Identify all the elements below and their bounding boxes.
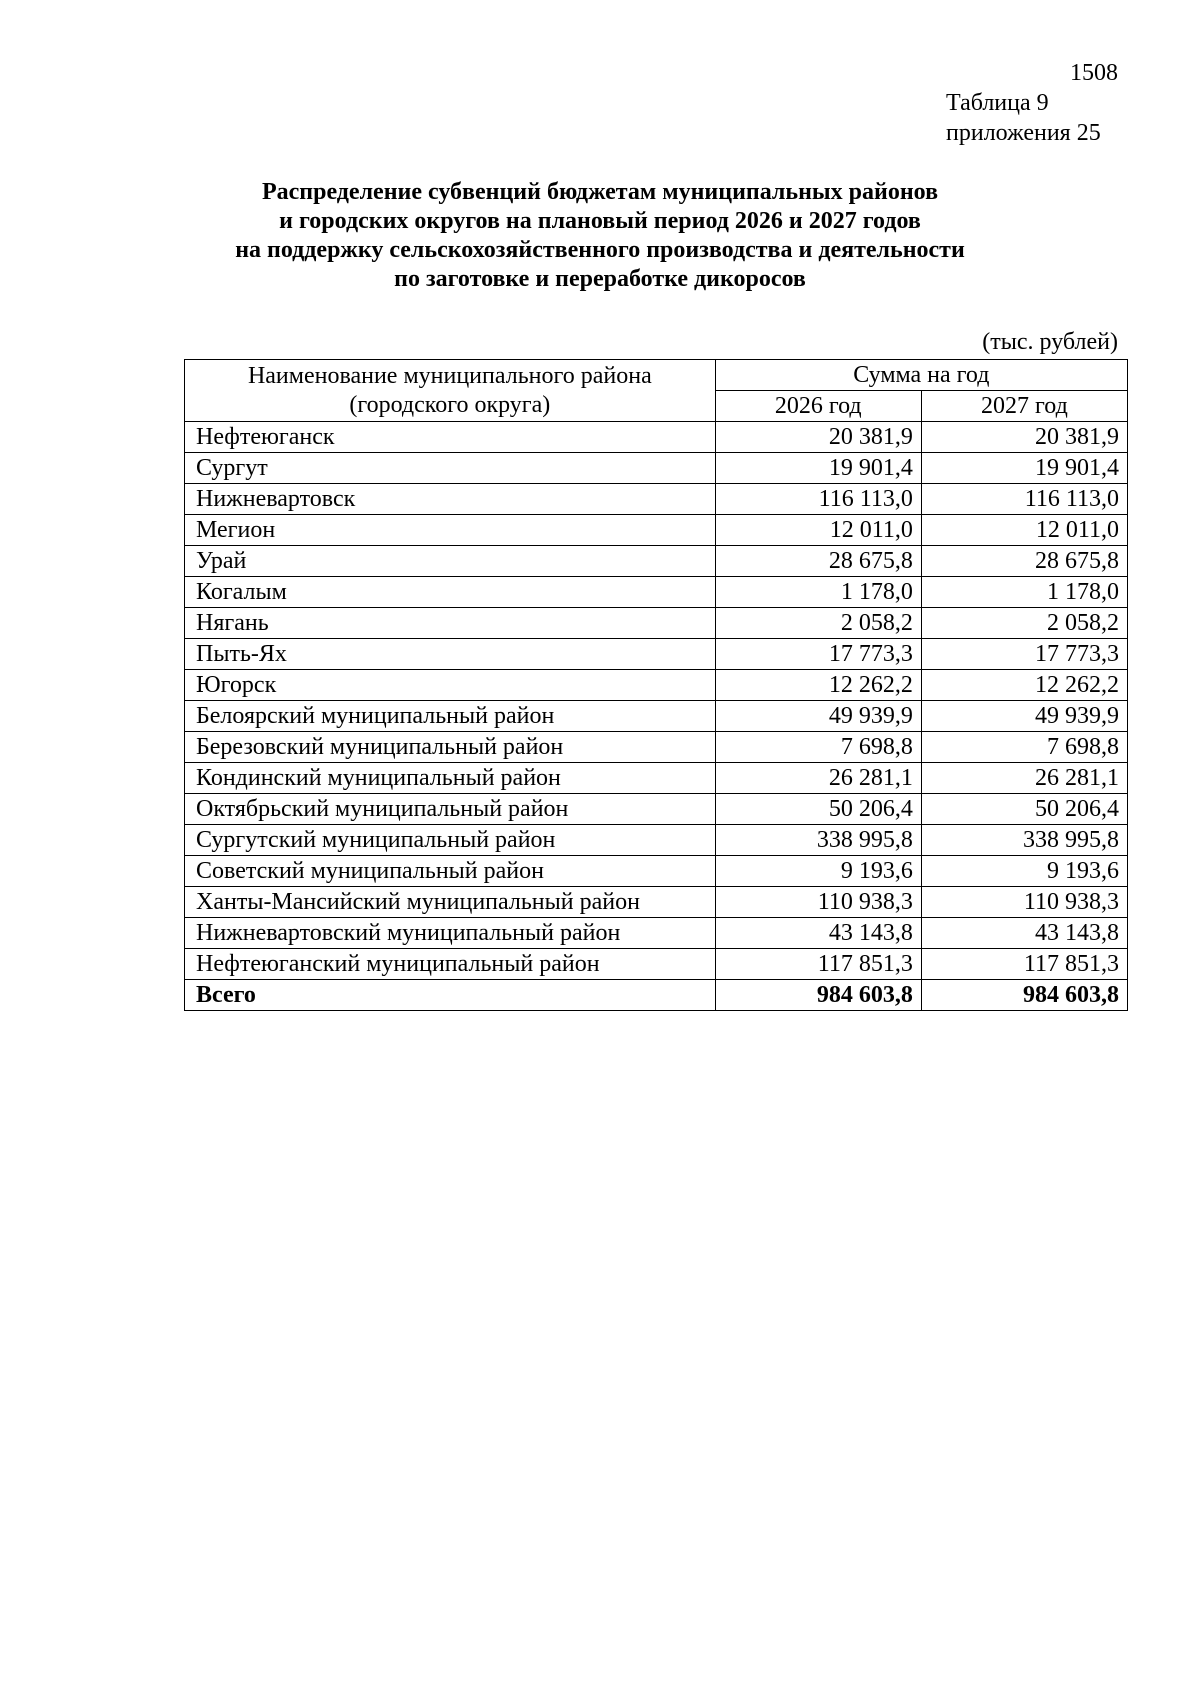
table-row <box>185 577 1128 608</box>
row-value-2026-cell: 2 058,2 <box>715 608 921 639</box>
row-name-cell: Березовский муниципальный район <box>185 732 716 763</box>
row-name-cell: Кондинский муниципальный район <box>185 763 716 794</box>
header-name-line: Наименование муниципального района <box>247 362 652 389</box>
row-value-2027-cell: 116 113,0 <box>921 484 1127 515</box>
units-label: (тыс. рублей) <box>982 329 1118 355</box>
table-row <box>185 670 1128 701</box>
table-row <box>185 856 1128 887</box>
row-value-2026-cell: 1 178,0 <box>715 577 921 608</box>
row-name-cell: Когалым <box>185 577 716 608</box>
row-value-2026-cell: 110 938,3 <box>715 887 921 918</box>
subvention-table <box>184 359 1128 1011</box>
row-name-cell: Сургут <box>185 453 716 484</box>
row-value-2027-cell: 2 058,2 <box>921 608 1127 639</box>
row-name-cell: Нижневартовский муниципальный район <box>185 918 716 949</box>
table-row <box>185 639 1128 670</box>
row-value-2027-cell: 7 698,8 <box>921 732 1127 763</box>
row-value-2027-cell: 28 675,8 <box>921 546 1127 577</box>
row-value-2026-cell: 43 143,8 <box>715 918 921 949</box>
row-value-2027-cell: 1 178,0 <box>921 577 1127 608</box>
row-value-2026-cell: 117 851,3 <box>715 949 921 980</box>
row-value-2027-cell: 43 143,8 <box>921 918 1127 949</box>
row-value-2027-cell: 49 939,9 <box>921 701 1127 732</box>
row-value-2026-cell: 338 995,8 <box>715 825 921 856</box>
row-value-2027-cell: 984 603,8 <box>921 980 1127 1011</box>
table-row <box>185 732 1128 763</box>
row-value-2027-cell: 26 281,1 <box>921 763 1127 794</box>
table-row <box>185 515 1128 546</box>
table-header-row <box>185 360 1128 391</box>
row-value-2026-cell: 19 901,4 <box>715 453 921 484</box>
row-value-2026-cell: 984 603,8 <box>715 980 921 1011</box>
row-value-2027-cell: 17 773,3 <box>921 639 1127 670</box>
row-value-2026-cell: 17 773,3 <box>715 639 921 670</box>
row-name-cell: Нижневартовск <box>185 484 716 515</box>
table-row <box>185 453 1128 484</box>
row-value-2027-cell: 9 193,6 <box>921 856 1127 887</box>
header-name-cell <box>185 360 716 422</box>
header-sum-cell: Сумма на год <box>715 360 1127 391</box>
page-number: 1508 <box>1070 60 1118 86</box>
table-row <box>185 794 1128 825</box>
row-name-cell: Мегион <box>185 515 716 546</box>
document-title <box>150 178 1050 294</box>
table-row <box>185 949 1128 980</box>
row-value-2026-cell: 12 262,2 <box>715 670 921 701</box>
title-line: Распределение субвенций бюджетам муниципальных районов <box>261 179 939 205</box>
row-name-cell: Сургутский муниципальный район <box>185 825 716 856</box>
title-line: по заготовке и переработке дикоросов <box>394 266 806 292</box>
row-value-2026-cell: 116 113,0 <box>715 484 921 515</box>
row-name-cell: Октябрьский муниципальный район <box>185 794 716 825</box>
row-value-2027-cell: 117 851,3 <box>921 949 1127 980</box>
table-row <box>185 701 1128 732</box>
row-value-2027-cell: 12 011,0 <box>921 515 1127 546</box>
row-name-cell: Ханты-Мансийский муниципальный район <box>185 887 716 918</box>
row-name-cell: Белоярский муниципальный район <box>185 701 716 732</box>
title-line: на поддержку сельскохозяйственного производства и деятельности <box>235 237 965 263</box>
table-row <box>185 763 1128 794</box>
row-name-cell: Пыть-Ях <box>185 639 716 670</box>
row-value-2026-cell: 9 193,6 <box>715 856 921 887</box>
row-name-cell: Югорск <box>185 670 716 701</box>
row-name-cell: Всего <box>185 980 716 1011</box>
row-name-cell: Урай <box>185 546 716 577</box>
header-year-2026: 2026 год <box>715 391 921 422</box>
row-value-2026-cell: 20 381,9 <box>715 422 921 453</box>
row-value-2026-cell: 26 281,1 <box>715 763 921 794</box>
header-name-line: (городского округа) <box>349 391 551 418</box>
table-row <box>185 825 1128 856</box>
table-row <box>185 608 1128 639</box>
table-total-row <box>185 980 1128 1011</box>
row-name-cell: Нягань <box>185 608 716 639</box>
table-row <box>185 484 1128 515</box>
row-value-2027-cell: 110 938,3 <box>921 887 1127 918</box>
table-row <box>185 422 1128 453</box>
row-value-2026-cell: 50 206,4 <box>715 794 921 825</box>
table-reference <box>946 88 1101 148</box>
row-value-2027-cell: 19 901,4 <box>921 453 1127 484</box>
row-value-2027-cell: 20 381,9 <box>921 422 1127 453</box>
table-reference-line: Таблица 9 <box>946 90 1049 116</box>
row-value-2026-cell: 7 698,8 <box>715 732 921 763</box>
row-value-2026-cell: 49 939,9 <box>715 701 921 732</box>
row-value-2027-cell: 12 262,2 <box>921 670 1127 701</box>
table-body <box>185 422 1128 1011</box>
row-name-cell: Нефтеюганск <box>185 422 716 453</box>
header-year-2027: 2027 год <box>921 391 1127 422</box>
row-name-cell: Советский муниципальный район <box>185 856 716 887</box>
title-line: и городских округов на плановый период 2026 и 2027 годов <box>279 208 921 234</box>
row-name-cell: Нефтеюганский муниципальный район <box>185 949 716 980</box>
row-value-2026-cell: 12 011,0 <box>715 515 921 546</box>
table-row <box>185 546 1128 577</box>
table-row <box>185 918 1128 949</box>
row-value-2026-cell: 28 675,8 <box>715 546 921 577</box>
table-row <box>185 887 1128 918</box>
table-reference-line: приложения 25 <box>946 120 1101 146</box>
row-value-2027-cell: 50 206,4 <box>921 794 1127 825</box>
row-value-2027-cell: 338 995,8 <box>921 825 1127 856</box>
